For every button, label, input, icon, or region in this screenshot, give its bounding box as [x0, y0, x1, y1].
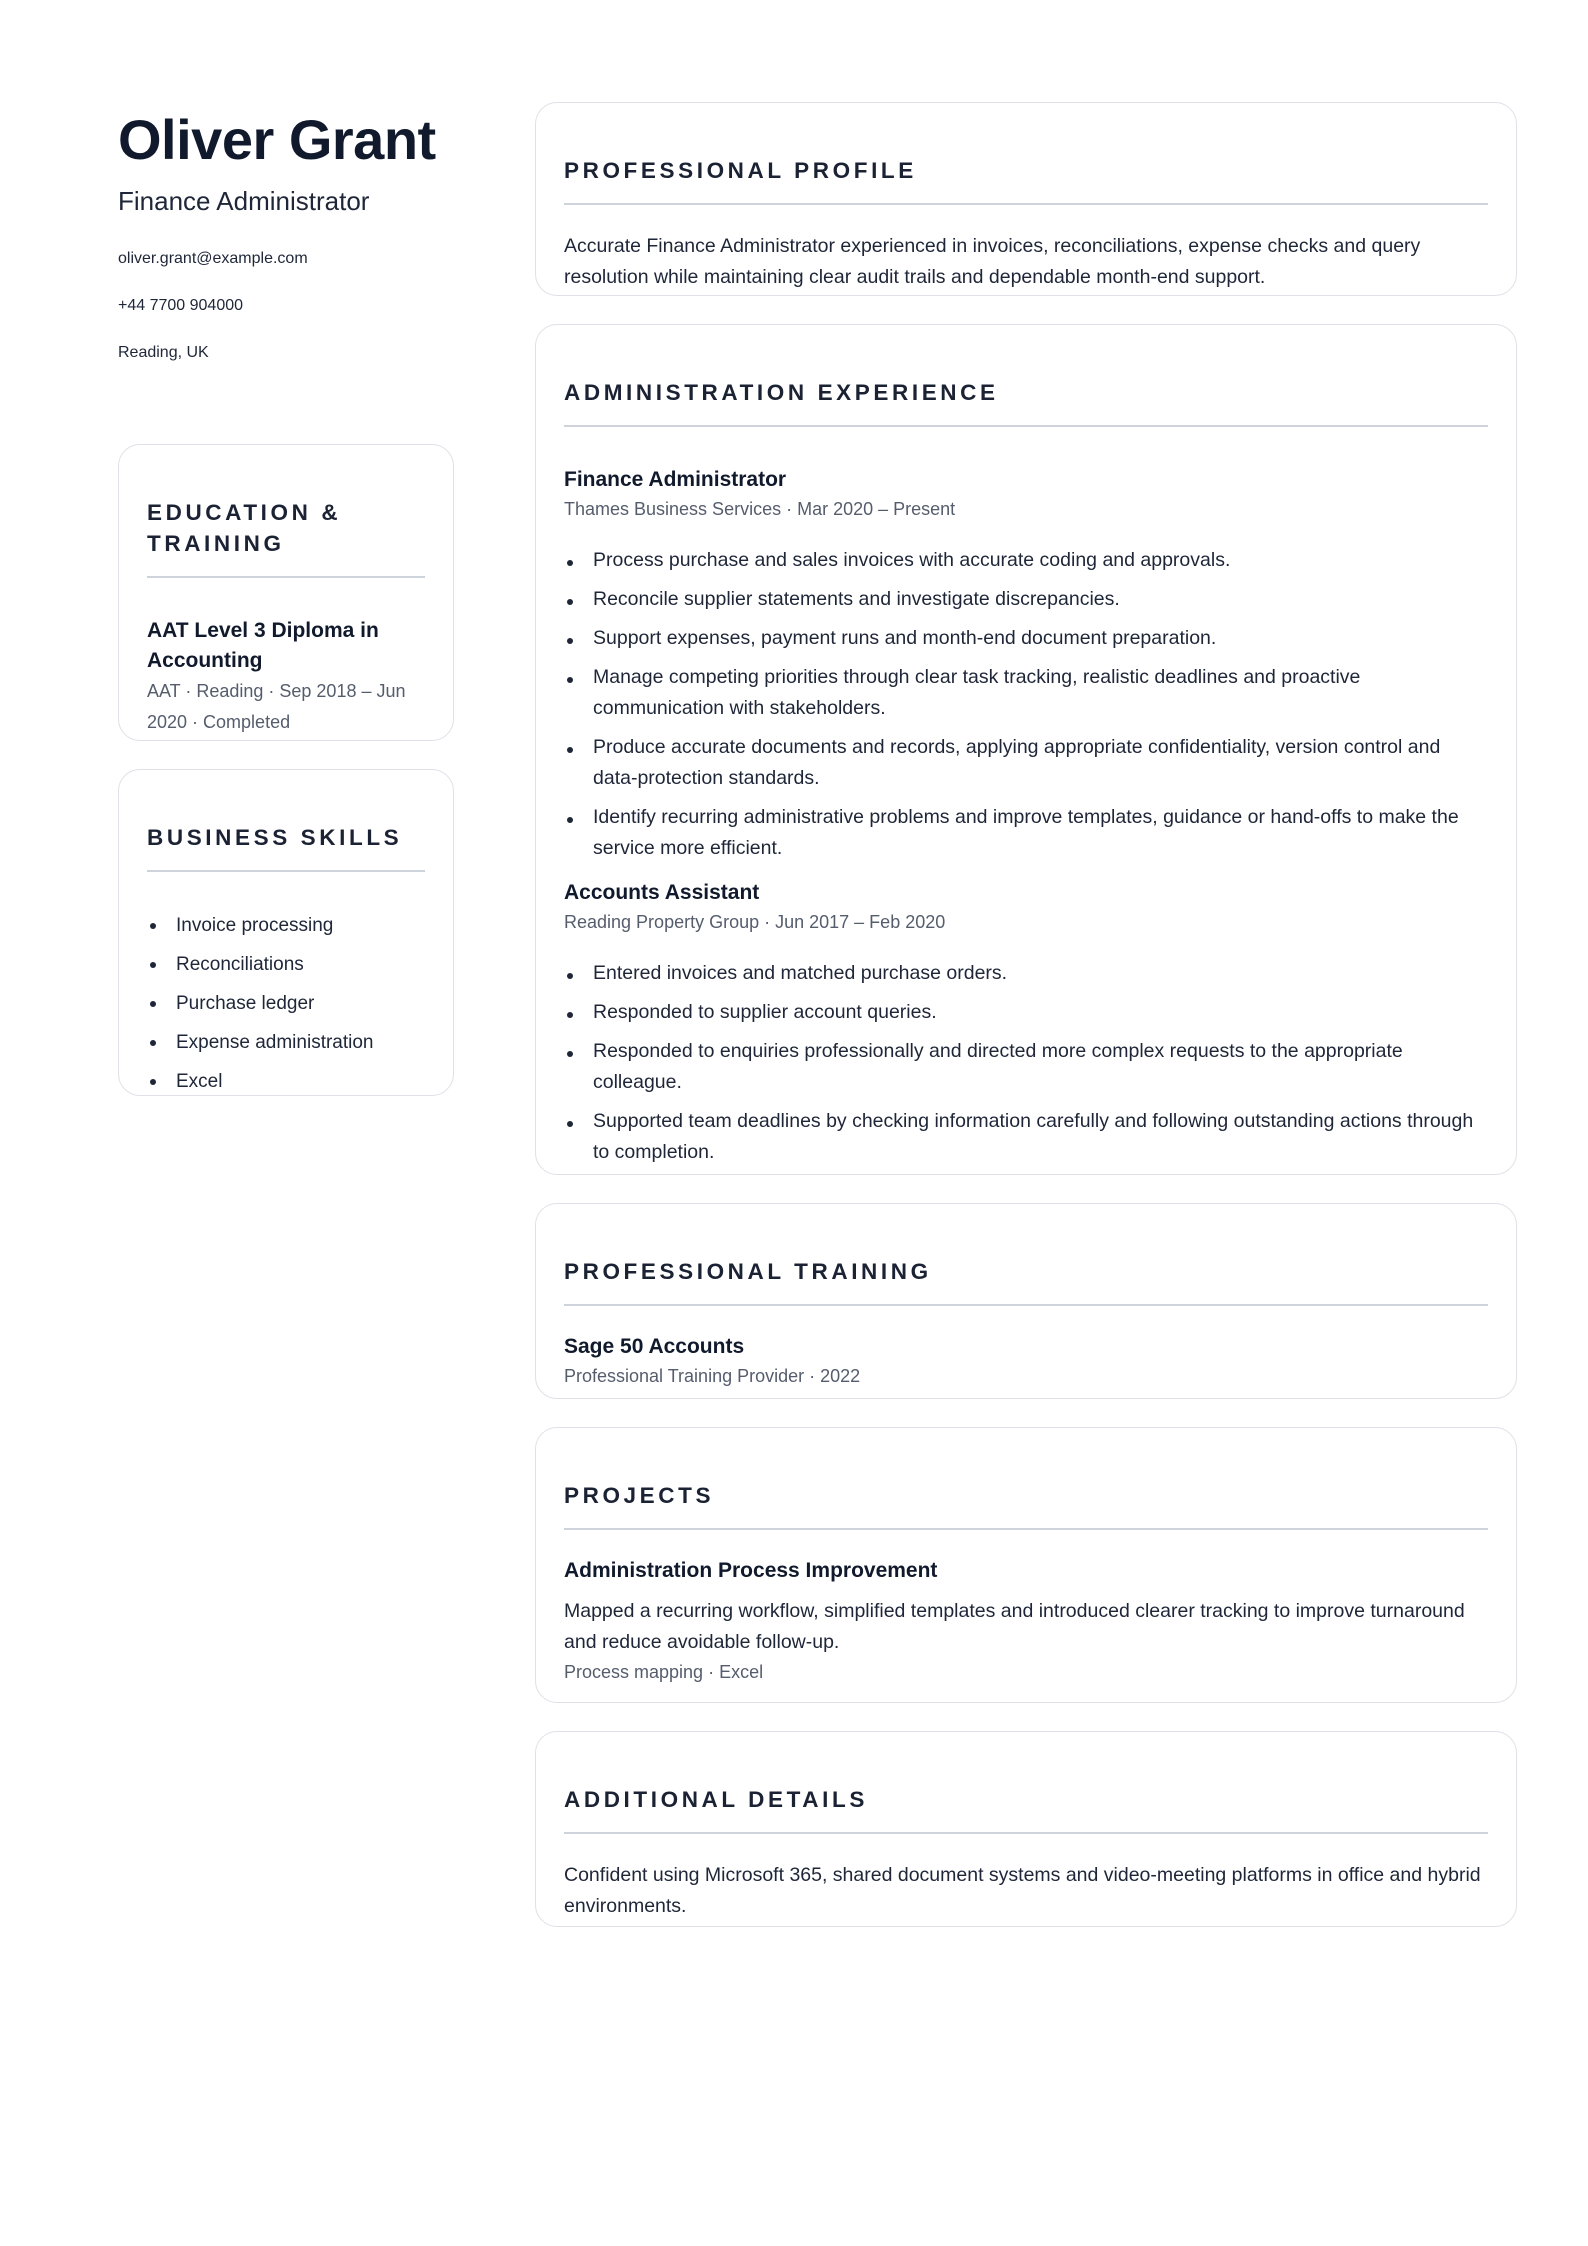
header-block — [118, 104, 454, 364]
skill-item: Invoice processing — [147, 906, 425, 945]
job-bullet: Manage competing priorities through clear task tracking, realistic deadlines and proactive communication with stakeholders. — [564, 662, 1488, 724]
profile-card — [535, 102, 1517, 296]
job-bullet: Entered invoices and matched purchase orders. — [564, 958, 1488, 989]
contact-email: oliver.grant@example.com — [118, 250, 308, 267]
project-description: Mapped a recurring workflow, simplified templates and introduced clearer tracking to improve turnaround and reduce avoidable follow-up. — [564, 1600, 1465, 1653]
job-bullet: Supported team deadlines by checking information carefully and following outstanding actions through to completion. — [564, 1106, 1488, 1168]
project-name: Administration Process Improvement — [564, 1559, 938, 1582]
section-title-additional: ADDITIONAL DETAILS — [564, 1787, 868, 1812]
job-bullet: Responded to supplier account queries. — [564, 997, 1488, 1028]
section-divider — [564, 1304, 1488, 1306]
job-bullet: Process purchase and sales invoices with accurate coding and approvals. — [564, 545, 1488, 576]
projects-card — [535, 1427, 1517, 1703]
section-divider — [564, 1832, 1488, 1834]
job-bullet: Responded to enquiries professionally and directed more complex requests to the appropriate colleague. — [564, 1036, 1488, 1098]
section-divider — [564, 425, 1488, 427]
skill-item: Reconciliations — [147, 945, 425, 984]
candidate-name: Oliver Grant — [118, 108, 436, 171]
section-title-projects: PROJECTS — [564, 1483, 715, 1508]
additional-text: Confident using Microsoft 365, shared document systems and video-meeting platforms in office and hybrid environments. — [564, 1864, 1481, 1917]
job-bullet: Identify recurring administrative problems and improve templates, guidance or hand-offs to make the service more efficient. — [564, 802, 1488, 864]
job-bullets — [564, 545, 1488, 864]
section-title-skills: BUSINESS SKILLS — [147, 825, 403, 850]
additional-card — [535, 1731, 1517, 1927]
project-tags: Process mapping · Excel — [564, 1662, 764, 1682]
job-bullet: Reconcile supplier statements and investigate discrepancies. — [564, 584, 1488, 615]
job-bullet: Support expenses, payment runs and month-end document preparation. — [564, 623, 1488, 654]
skill-item: Purchase ledger — [147, 984, 425, 1023]
skill-item: Expense administration — [147, 1023, 425, 1062]
job-meta: Thames Business Services · Mar 2020 – Present — [564, 499, 956, 519]
section-title-education: EDUCATION & TRAINING — [147, 500, 342, 556]
section-title-profile: PROFESSIONAL PROFILE — [564, 158, 917, 183]
education-card — [118, 444, 454, 741]
contact-location: Reading, UK — [118, 344, 209, 361]
skill-item: Excel — [147, 1062, 425, 1101]
job-bullets — [564, 958, 1488, 1168]
training-name: Sage 50 Accounts — [564, 1335, 745, 1358]
job-meta: Reading Property Group · Jun 2017 – Feb 2020 — [564, 912, 946, 932]
profile-text: Accurate Finance Administrator experienced in invoices, reconciliations, expense checks and query resolution while maintaining clear audit trails and dependable month-end support. — [564, 235, 1421, 288]
education-item-name: AAT Level 3 Diploma in Accounting — [147, 619, 379, 672]
section-divider — [564, 203, 1488, 205]
education-item-meta: AAT · Reading · Sep 2018 – Jun 2020 · Completed — [147, 681, 406, 732]
contact-phone: +44 7700 904000 — [118, 297, 244, 314]
candidate-role: Finance Administrator — [118, 186, 370, 216]
job-title: Accounts Assistant — [564, 881, 760, 904]
training-card — [535, 1203, 1517, 1399]
skills-list — [147, 906, 425, 1101]
section-title-experience: ADMINISTRATION EXPERIENCE — [564, 380, 999, 405]
section-title-training: PROFESSIONAL TRAINING — [564, 1259, 932, 1284]
job-bullet: Produce accurate documents and records, applying appropriate confidentiality, version control and data-protection standards. — [564, 732, 1488, 794]
skills-card — [118, 769, 454, 1096]
section-divider — [564, 1528, 1488, 1530]
section-divider — [147, 576, 425, 578]
training-meta: Professional Training Provider · 2022 — [564, 1366, 861, 1386]
section-divider — [147, 870, 425, 872]
job-title: Finance Administrator — [564, 468, 787, 491]
experience-card — [535, 324, 1517, 1175]
